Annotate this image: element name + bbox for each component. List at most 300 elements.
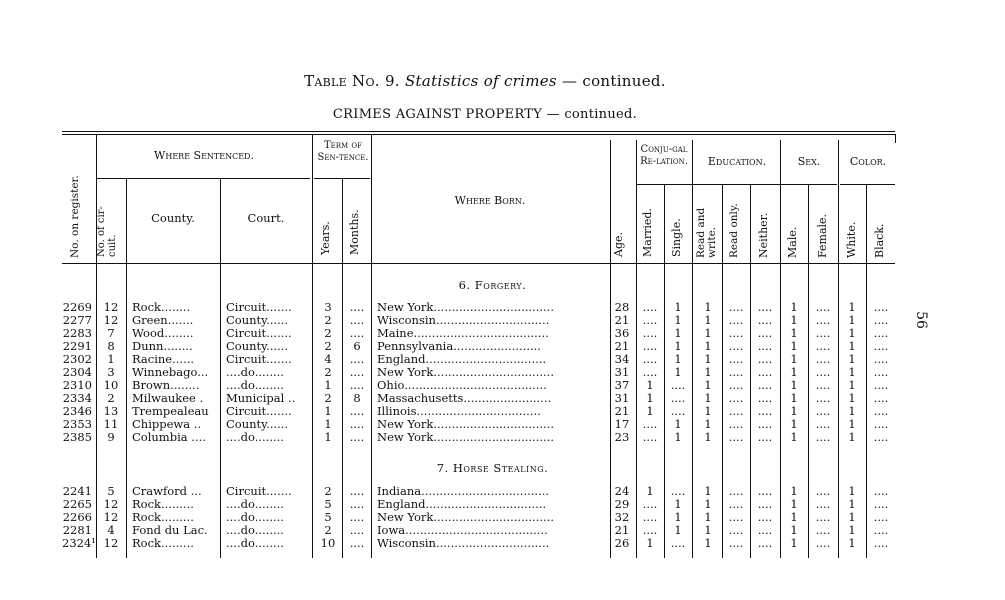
cell-age: 21 [614,339,630,353]
cell-white: 1 [848,313,856,327]
header-county: County. [151,211,195,225]
cell-ro: .... [728,313,744,327]
cell-court: Circuit....... [226,326,292,340]
cell-ro: .... [728,523,744,537]
cell-white: 1 [848,417,856,431]
cell-neither: .... [757,391,773,405]
cell-born: New York................................. [377,300,554,314]
cell-circ: 9 [107,430,115,444]
cell-age: 24 [614,484,630,498]
cell-years: 2 [324,339,332,353]
cell-neither: .... [757,404,773,418]
cell-single: .... [670,484,686,498]
cell-age: 31 [614,391,630,405]
cell-years: 1 [324,430,332,444]
term-rule [314,178,370,179]
cell-county: Dunn........ [132,339,193,353]
cell-reg: 2324¹ [62,536,96,550]
cell-months: .... [349,326,365,340]
cell-age: 28 [614,300,630,314]
cell-married: .... [642,497,658,511]
cell-ro: .... [728,430,744,444]
color-rule [840,184,895,185]
cell-reg: 2304 [62,365,92,379]
cell-rw: 1 [704,510,712,524]
cell-circ: 12 [103,536,119,550]
cell-white: 1 [848,430,856,444]
cell-reg: 2385 [62,430,92,444]
column-divider [895,134,896,143]
cell-neither: .... [757,326,773,340]
cell-age: 26 [614,536,630,550]
cell-white: 1 [848,391,856,405]
column-divider [126,178,127,558]
cell-age: 23 [614,430,630,444]
table-subtitle: CRIMES AGAINST PROPERTY — continued. [332,107,638,122]
cell-black: .... [873,313,889,327]
cell-white: 1 [848,497,856,511]
column-divider [692,140,693,558]
table-title-italic: Statistics of crimes [404,72,557,90]
cell-months: .... [349,352,365,366]
cell-female: .... [815,365,831,379]
cell-black: .... [873,484,889,498]
section-title-forgery: 6. Forgery. [458,278,527,292]
cell-years: 2 [324,313,332,327]
cell-rw: 1 [704,430,712,444]
cell-born: New York................................. [377,365,554,379]
cell-rw: 1 [704,313,712,327]
cell-circ: 13 [103,404,119,418]
cell-single: 1 [674,300,682,314]
cell-rw: 1 [704,365,712,379]
cell-male: 1 [790,352,798,366]
cell-years: 1 [324,378,332,392]
cell-born: Indiana................................... [377,484,550,498]
cell-circ: 11 [103,417,119,431]
cell-ro: .... [728,391,744,405]
cell-court: Circuit....... [226,300,292,314]
cell-reg: 2269 [62,300,92,314]
cell-born: Ohio....................................... [377,378,547,392]
cell-neither: .... [757,510,773,524]
cell-married: .... [642,510,658,524]
cell-circ: 12 [103,313,119,327]
cell-county: Brown........ [132,378,200,392]
cell-county: Winnebago... [132,365,209,379]
cell-single: 1 [674,313,682,327]
cell-months: .... [349,523,365,537]
cell-white: 1 [848,352,856,366]
cell-female: .... [815,339,831,353]
cell-black: .... [873,510,889,524]
cell-black: .... [873,404,889,418]
cell-black: .... [873,497,889,511]
cell-years: 2 [324,484,332,498]
cell-county: Rock........ [132,300,191,314]
cell-married: 1 [646,391,654,405]
cell-black: .... [873,300,889,314]
cell-married: .... [642,417,658,431]
cell-county: Crawford ... [132,484,202,498]
cell-reg: 2281 [62,523,92,537]
cell-reg: 2302 [62,352,92,366]
header-no-of-circuit: No. of cir-cuit. [96,206,118,257]
cell-ro: .... [728,417,744,431]
cell-court: Municipal .. [226,391,296,405]
cell-male: 1 [790,326,798,340]
cell-reg: 2346 [62,404,92,418]
cell-years: 4 [324,352,332,366]
header-single: Single. [670,218,683,257]
cell-black: .... [873,430,889,444]
cell-reg: 2241 [62,484,92,498]
cell-married: .... [642,430,658,444]
header-married: Married. [641,208,654,257]
cell-female: .... [815,313,831,327]
cell-county: Chippewa .. [132,417,202,431]
cell-married: .... [642,326,658,340]
cell-single: 1 [674,430,682,444]
cell-married: 1 [646,404,654,418]
cell-rw: 1 [704,391,712,405]
cell-circ: 12 [103,510,119,524]
header-female: Female. [816,213,829,258]
cell-married: 1 [646,484,654,498]
cell-male: 1 [790,313,798,327]
cell-court: Circuit....... [226,484,292,498]
cell-male: 1 [790,523,798,537]
cell-white: 1 [848,510,856,524]
cell-ro: .... [728,352,744,366]
cell-born: Maine..................................... [377,326,549,340]
cell-married: 1 [646,536,654,550]
cell-single: 1 [674,497,682,511]
cell-circ: 10 [103,378,119,392]
cell-neither: .... [757,430,773,444]
cell-single: .... [670,378,686,392]
cell-age: 31 [614,365,630,379]
cell-years: 1 [324,404,332,418]
header-age: Age. [612,232,625,257]
cell-born: Illinois.................................. [377,404,541,418]
cell-county: Fond du Lac. [132,523,208,537]
cell-born: New York................................. [377,510,554,524]
cell-years: 5 [324,497,332,511]
cell-ro: .... [728,536,744,550]
education-rule [692,184,780,185]
cell-months: .... [349,484,365,498]
cell-court: ....do........ [226,510,284,524]
cell-circ: 2 [107,391,115,405]
cell-female: .... [815,300,831,314]
cell-months: .... [349,497,365,511]
cell-married: .... [642,339,658,353]
cell-female: .... [815,484,831,498]
cell-years: 2 [324,326,332,340]
cell-female: .... [815,378,831,392]
cell-black: .... [873,365,889,379]
cell-rw: 1 [704,378,712,392]
header-read-and-write: Read and write. [695,207,718,258]
cell-white: 1 [848,300,856,314]
cell-black: .... [873,326,889,340]
cell-black: .... [873,523,889,537]
cell-female: .... [815,352,831,366]
cell-reg: 2291 [62,339,92,353]
cell-years: 10 [320,536,336,550]
cell-court: ....do........ [226,497,284,511]
cell-neither: .... [757,339,773,353]
cell-months: .... [349,536,365,550]
cell-white: 1 [848,536,856,550]
cell-neither: .... [757,523,773,537]
cell-married: .... [642,300,658,314]
cell-married: .... [642,352,658,366]
header-years: Years. [319,221,332,255]
cell-age: 37 [614,378,630,392]
cell-years: 2 [324,391,332,405]
cell-born: New York................................. [377,417,554,431]
cell-single: .... [670,391,686,405]
cell-female: .... [815,417,831,431]
header-education: Education. [707,155,767,168]
cell-court: ....do........ [226,378,284,392]
cell-rw: 1 [704,497,712,511]
cell-male: 1 [790,430,798,444]
cell-court: County...... [226,313,289,327]
cell-white: 1 [848,523,856,537]
header-rule [62,263,895,264]
cell-years: 3 [324,300,332,314]
cell-years: 2 [324,523,332,537]
cell-circ: 12 [103,497,119,511]
cell-court: ....do........ [226,365,284,379]
header-no-on-register: No. on register. [69,175,81,258]
cell-age: 21 [614,313,630,327]
cell-married: .... [642,313,658,327]
cell-ro: .... [728,484,744,498]
cell-reg: 2353 [62,417,92,431]
header-color: Color. [849,155,887,168]
header-where-born: Where Born. [454,194,526,207]
cell-reg: 2283 [62,326,92,340]
cell-court: Circuit....... [226,352,292,366]
cell-single: 1 [674,417,682,431]
cell-black: .... [873,352,889,366]
cell-white: 1 [848,326,856,340]
cell-circ: 1 [107,352,115,366]
cell-ro: .... [728,339,744,353]
cell-years: 5 [324,510,332,524]
cell-single: 1 [674,339,682,353]
header-male: Male. [786,226,799,258]
cell-female: .... [815,497,831,511]
cell-born: Pennsylvania........................ [377,339,541,353]
column-divider [342,178,343,558]
table-title-suffix: — continued. [562,72,666,90]
cell-age: 21 [614,523,630,537]
cell-rw: 1 [704,352,712,366]
cell-neither: .... [757,378,773,392]
cell-female: .... [815,510,831,524]
header-neither: Neither. [757,212,770,258]
cell-rw: 1 [704,326,712,340]
cell-circ: 12 [103,300,119,314]
cell-years: 1 [324,417,332,431]
cell-age: 21 [614,404,630,418]
cell-county: Milwaukee . [132,391,204,405]
cell-married: 1 [646,378,654,392]
cell-male: 1 [790,300,798,314]
sex-rule [780,184,837,185]
cell-white: 1 [848,365,856,379]
cell-neither: .... [757,352,773,366]
cell-male: 1 [790,339,798,353]
cell-county: Rock......... [132,497,194,511]
cell-rw: 1 [704,417,712,431]
cell-circ: 4 [107,523,115,537]
cell-single: .... [670,536,686,550]
cell-neither: .... [757,313,773,327]
cell-male: 1 [790,391,798,405]
cell-reg: 2265 [62,497,92,511]
cell-female: .... [815,326,831,340]
cell-single: 1 [674,352,682,366]
cell-rw: 1 [704,404,712,418]
cell-reg: 2266 [62,510,92,524]
cell-court: County...... [226,417,289,431]
cell-circ: 3 [107,365,115,379]
cell-age: 34 [614,352,630,366]
cell-neither: .... [757,484,773,498]
cell-neither: .... [757,497,773,511]
cell-neither: .... [757,536,773,550]
top-rule-2 [62,134,895,135]
cell-born: Massachusetts........................ [377,391,552,405]
header-term-of-sentence: Term of Sen-tence. [317,140,369,163]
cell-black: .... [873,417,889,431]
section-title-horse-stealing: 7. Horse Stealing. [436,461,549,475]
cell-years: 2 [324,365,332,379]
cell-male: 1 [790,484,798,498]
cell-single: 1 [674,326,682,340]
cell-months: .... [349,313,365,327]
cell-court: ....do........ [226,536,284,550]
cell-single: .... [670,404,686,418]
cell-months: .... [349,365,365,379]
cell-female: .... [815,523,831,537]
column-divider [220,178,221,558]
cell-reg: 2310 [62,378,92,392]
conjugal-rule [636,184,692,185]
cell-age: 36 [614,326,630,340]
cell-county: Rock......... [132,536,194,550]
header-sex: Sex. [797,155,821,168]
cell-reg: 2334 [62,391,92,405]
cell-male: 1 [790,378,798,392]
cell-ro: .... [728,326,744,340]
top-rule [62,131,895,132]
cell-male: 1 [790,417,798,431]
cell-age: 29 [614,497,630,511]
cell-white: 1 [848,484,856,498]
cell-months: .... [349,378,365,392]
cell-rw: 1 [704,300,712,314]
cell-single: 1 [674,523,682,537]
cell-male: 1 [790,404,798,418]
cell-county: Rock......... [132,510,194,524]
cell-ro: .... [728,365,744,379]
cell-male: 1 [790,497,798,511]
cell-married: .... [642,365,658,379]
cell-ro: .... [728,300,744,314]
cell-county: Green....... [132,313,194,327]
cell-black: .... [873,536,889,550]
cell-born: Wisconsin............................... [377,536,550,550]
cell-ro: .... [728,378,744,392]
cell-months: .... [349,417,365,431]
cell-female: .... [815,404,831,418]
cell-married: .... [642,523,658,537]
cell-neither: .... [757,365,773,379]
cell-court: ....do........ [226,523,284,537]
cell-county: Trempealeau [132,404,209,418]
cell-born: England................................. [377,352,547,366]
cell-male: 1 [790,510,798,524]
cell-ro: .... [728,497,744,511]
cell-female: .... [815,391,831,405]
cell-rw: 1 [704,536,712,550]
cell-born: New York................................. [377,430,554,444]
page-number: 56 [912,311,929,329]
cell-black: .... [873,391,889,405]
cell-rw: 1 [704,484,712,498]
cell-months: .... [349,510,365,524]
header-black: Black. [873,223,886,258]
cell-female: .... [815,536,831,550]
cell-months: .... [349,404,365,418]
cell-white: 1 [848,378,856,392]
cell-single: 1 [674,510,682,524]
cell-male: 1 [790,365,798,379]
cell-born: Iowa....................................... [377,523,548,537]
cell-circ: 5 [107,484,115,498]
cell-county: Columbia .... [132,430,206,444]
cell-court: Circuit....... [226,404,292,418]
cell-male: 1 [790,536,798,550]
table-title-prefix: Table No. 9. [304,72,400,90]
cell-white: 1 [848,339,856,353]
cell-months: .... [349,300,365,314]
cell-ro: .... [728,510,744,524]
cell-rw: 1 [704,339,712,353]
cell-county: Racine...... [132,352,195,366]
cell-court: County...... [226,339,289,353]
table-title [0,72,970,90]
cell-circ: 8 [107,339,115,353]
header-read-only: Read only. [728,203,740,258]
cell-ro: .... [728,404,744,418]
cell-single: 1 [674,365,682,379]
cell-born: England................................. [377,497,547,511]
cell-white: 1 [848,404,856,418]
cell-black: .... [873,339,889,353]
cell-age: 17 [614,417,630,431]
cell-months: .... [349,430,365,444]
cell-months: 8 [353,391,361,405]
where-sentenced-rule [96,178,310,179]
